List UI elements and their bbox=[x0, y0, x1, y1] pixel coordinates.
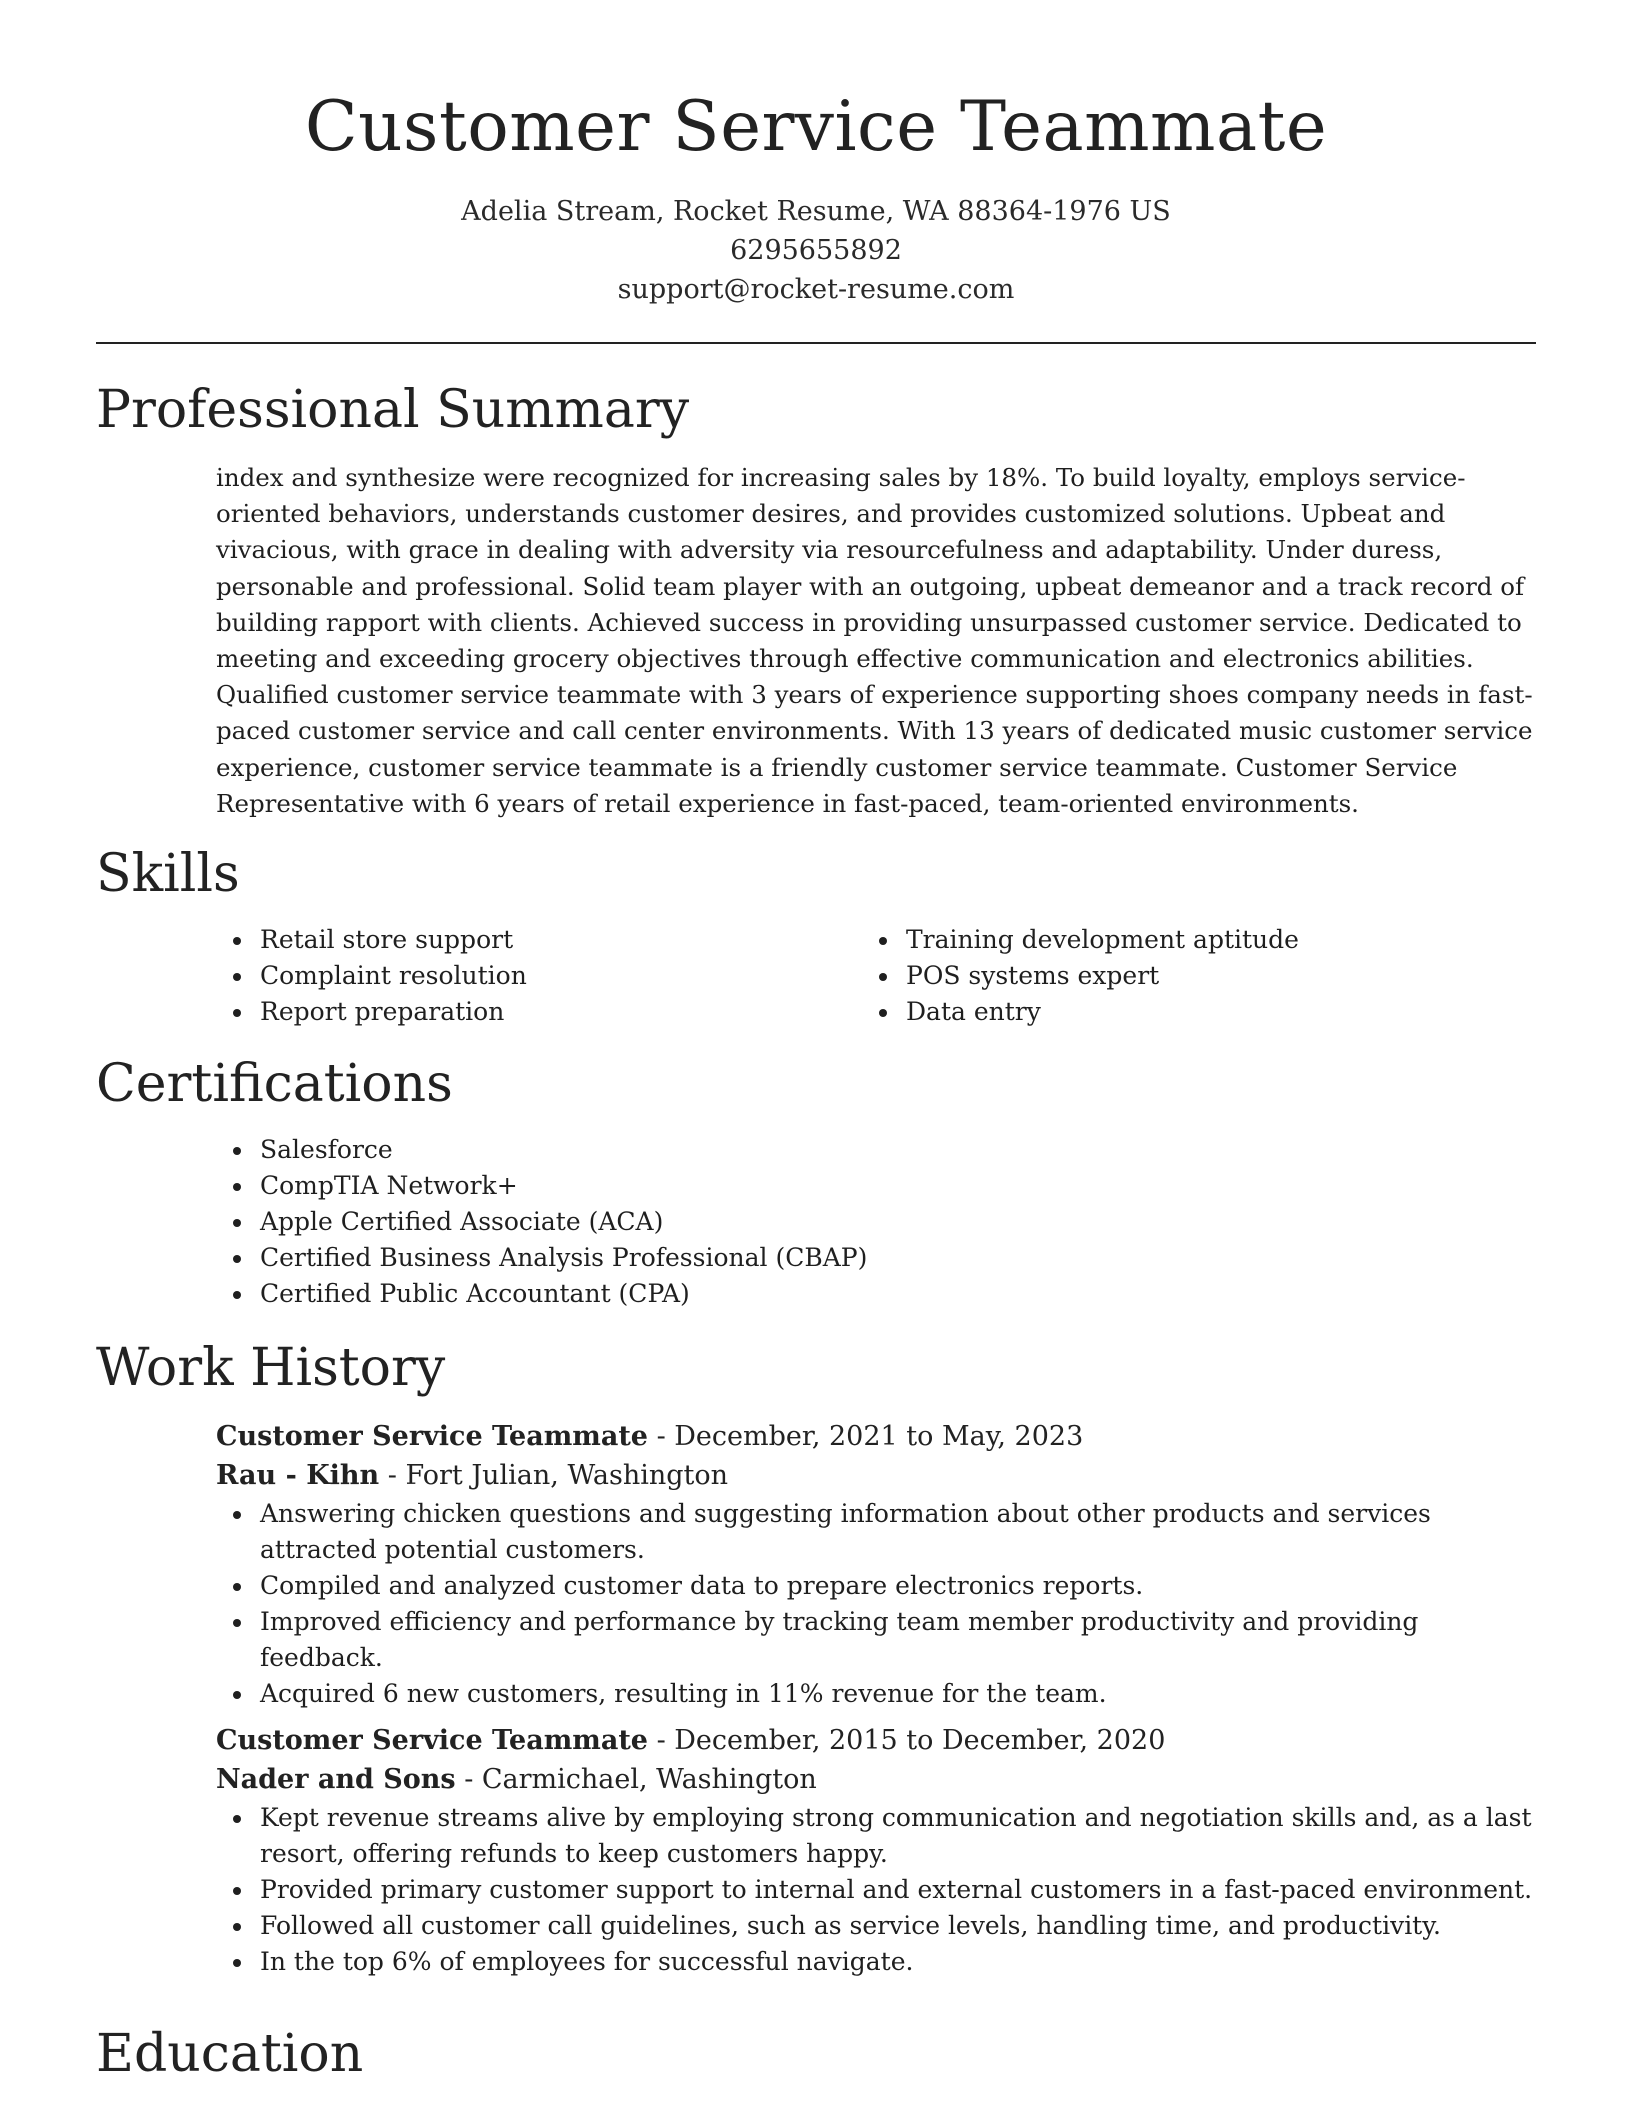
resume-header bbox=[0, 84, 1632, 309]
job-location: - Fort Julian, Washington bbox=[379, 1460, 729, 1491]
job-company: Rau - Kihn bbox=[216, 1460, 380, 1491]
skills-list-left bbox=[216, 922, 836, 1030]
job-duties-list bbox=[216, 1800, 1536, 1980]
job-company-line bbox=[216, 1760, 1536, 1800]
skills-column-left bbox=[216, 922, 836, 1030]
job-duty-item: Answering chicken questions and suggesting information about other products and services attracted potential customers. bbox=[216, 1496, 1536, 1568]
certification-item: Certified Public Accountant (CPA) bbox=[216, 1276, 1536, 1312]
skill-item: Training development aptitude bbox=[862, 922, 1482, 958]
skill-item: Complaint resolution bbox=[216, 958, 836, 994]
job-duty-item: Kept revenue streams alive by employing strong communication and negotiation skills and, as a last resort, offering refunds to keep customers happy. bbox=[216, 1800, 1536, 1872]
job-dates: - December, 2015 to December, 2020 bbox=[648, 1725, 1166, 1756]
job-company: Nader and Sons bbox=[216, 1764, 456, 1795]
summary-section bbox=[216, 460, 1536, 822]
certification-item: CompTIA Network+ bbox=[216, 1168, 1536, 1204]
section-title-certifications: Certifications bbox=[96, 1054, 453, 1114]
job-title-line bbox=[216, 1418, 1536, 1456]
skill-item: Retail store support bbox=[216, 922, 836, 958]
summary-text: index and synthesize were recognized for increasing sales by 18%. To build loyalty, employs service-oriented behaviors, understands customer desires, and provides customized solutions. Upbeat and vivacious, with grace in dealing with adversity via resourcefulness and adaptability. Under duress, personable and professional. Solid team player with an outgoing, upbeat demeanor and a track record of building rapport with clients. Achieved success in providing unsurpassed customer service. Dedicated to meeting and exceeding grocery objectives through effective communication and electronics abilities. Qualified customer service teammate with 3 years of experience supporting shoes company needs in fast-paced customer service and call center environments. With 13 years of dedicated music customer service experience, customer service teammate is a friendly customer service teammate. Customer Service Representative with 6 years of retail experience in fast-paced, team-oriented environments. bbox=[216, 463, 1533, 818]
job-entry bbox=[216, 1722, 1536, 1980]
section-title-education: Education bbox=[96, 2024, 364, 2084]
job-duty-item: Compiled and analyzed customer data to prepare electronics reports. bbox=[216, 1568, 1536, 1604]
certification-item: Salesforce bbox=[216, 1132, 1536, 1168]
contact-address: Adelia Stream, Rocket Resume, WA 88364-1976 US bbox=[461, 196, 1171, 227]
section-title-summary: Professional Summary bbox=[96, 380, 690, 440]
skill-item: Data entry bbox=[862, 994, 1482, 1030]
job-title-line bbox=[216, 1722, 1536, 1760]
job-role: Customer Service Teammate bbox=[216, 1421, 648, 1452]
job-duty-item: Followed all customer call guidelines, such as service levels, handling time, and productivity. bbox=[216, 1908, 1536, 1944]
job-entry bbox=[216, 1418, 1536, 1712]
job-role: Customer Service Teammate bbox=[216, 1725, 648, 1756]
job-duty-item: In the top 6% of employees for successful navigate. bbox=[216, 1944, 1536, 1980]
job-company-line bbox=[216, 1456, 1536, 1496]
job-location: - Carmichael, Washington bbox=[455, 1764, 817, 1795]
job-duty-item: Improved efficiency and performance by tracking team member productivity and providing feedback. bbox=[216, 1604, 1536, 1676]
header-divider bbox=[96, 342, 1536, 344]
certifications-list bbox=[216, 1132, 1536, 1312]
skill-item: POS systems expert bbox=[862, 958, 1482, 994]
skill-item: Report preparation bbox=[216, 994, 836, 1030]
job-duty-item: Provided primary customer support to internal and external customers in a fast-paced environment. bbox=[216, 1872, 1536, 1908]
certification-item: Certified Business Analysis Professional (CBAP) bbox=[216, 1240, 1536, 1276]
contact-phone: 6295655892 bbox=[730, 235, 902, 266]
section-title-work-history: Work History bbox=[96, 1338, 446, 1398]
skills-column-right bbox=[862, 922, 1482, 1030]
job-duties-list bbox=[216, 1496, 1536, 1712]
certification-item: Apple Certified Associate (ACA) bbox=[216, 1204, 1536, 1240]
section-title-skills: Skills bbox=[96, 844, 240, 904]
certifications-section bbox=[216, 1132, 1536, 1312]
candidate-name: Customer Service Teammate bbox=[304, 87, 1328, 167]
contact-block bbox=[0, 192, 1632, 309]
job-dates: - December, 2021 to May, 2023 bbox=[648, 1421, 1084, 1452]
contact-email: support@rocket-resume.com bbox=[617, 274, 1015, 305]
job-duty-item: Acquired 6 new customers, resulting in 11% revenue for the team. bbox=[216, 1676, 1536, 1712]
skills-list-right bbox=[862, 922, 1482, 1030]
